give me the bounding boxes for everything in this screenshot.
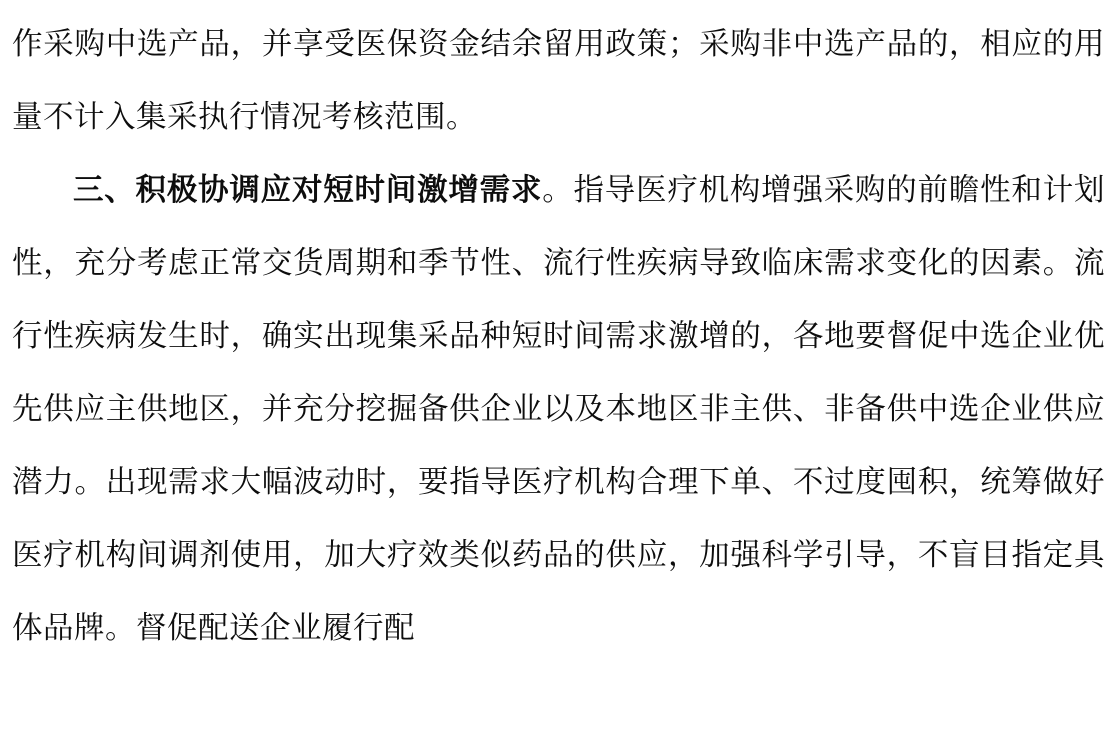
paragraph-section-three <box>12 154 1105 665</box>
paragraph-continuation <box>12 8 1105 154</box>
section-body-run: 。指导医疗机构增强采购的前瞻性和计划性，充分考虑正常交货周期和季节性、流行性疾病导致临床需求变化的因素。流行性疾病发生时，确实出现集采品种短时间需求激增的，各地要督促中选企业优先供应主供地区，并充分挖掘备供企业以及本地区非主供、非备供中选企业供应潜力。出现需求大幅波动时，要指导医疗机构合理下单、不过度囤积，统筹做好医疗机构间调剂使用，加大疗效类似药品的供应，加强科学引导，不盲目指定具体品牌。督促配送企业履行配 <box>12 173 1105 646</box>
paragraph-text: 作采购中选产品，并享受医保资金结余留用政策；采购非中选产品的，相应的用量不计入集采执行情况考核范围。 <box>12 27 1105 135</box>
section-heading-run: 三、积极协调应对短时间激增需求 <box>73 172 543 208</box>
document-text-body <box>12 8 1105 665</box>
